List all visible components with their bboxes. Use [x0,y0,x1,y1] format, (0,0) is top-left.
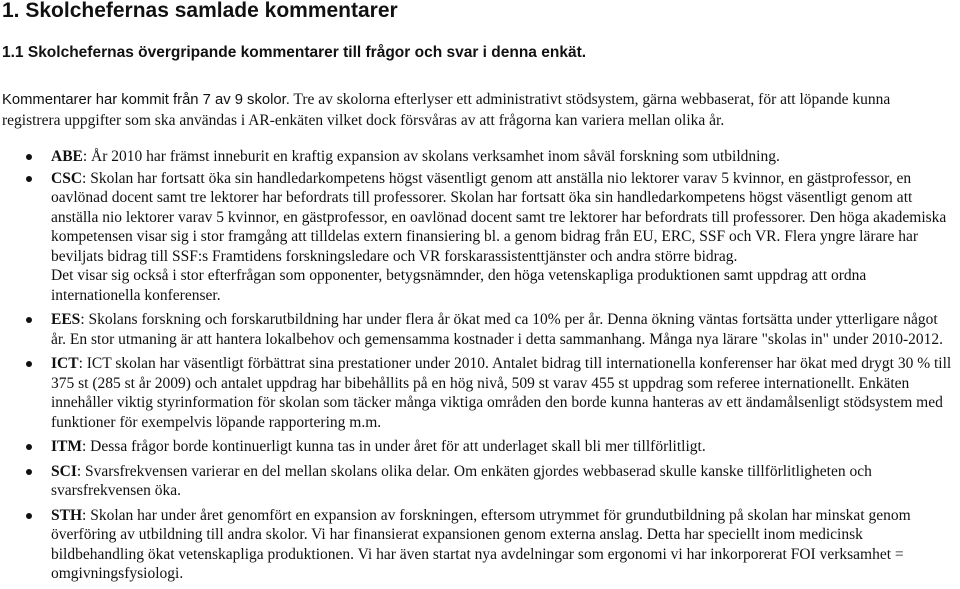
school-abbr: CSC [51,169,83,187]
intro-lead: Kommentarer har kommit från 7 av 9 skolor. [2,92,290,108]
school-comment: : ICT skolan har väsentligt förbättrat sina prestationer under 2010. Antalet bidrag till internationella konferenser har ökat med drygt 30 % till 375 st (285 st år 2009) och antalet uppdrag har bibehållits på en hög nivå, 509 st varav 455 st uppdrag som referee internationellt. Enkäten innehåller viktig styrinformation för skolan som täcker många viktiga områden den borde kunna hanteras av ett ändamålsenligt stödsystem med funktioner för exempelvis löpande rapportering m.m. [51,355,952,431]
school-comment: : Skolan har under året genomfört en expansion av forskningen, eftersom utrymmet för grundutbildning på skolan har minskat genom överföring av utbildning till andra skolor. Vi har finansierat expansionen genom externa anslag. Detta har speciellt inom medicinsk bildbehandling ökat vetenskapliga produktionen. Vi har även startat nya avdelningar som ergonomi vi har inkorporerat FOI verksamhet = omgivningsfysiologi. [51,506,911,582]
list-item-sth [0,506,960,584]
bullet-icon [26,317,32,323]
intro-text: Tre av skolorna efterlyser ett administrativt stödsystem, gärna webbaserat, för att löpande kunna registrera uppgifter som ska användas i AR-enkäten vilket dock försvåras av att frågorna kan variera mellan olika år. [2,91,891,129]
school-abbr: EES [51,311,81,328]
school-abbr: STH [51,506,83,524]
school-comment: : Skolans forskning och forskarutbildning har under flera år ökat med ca 10% per år. Denna ökning väntas fortsätta under ytterligare något år. En stor utmaning är att hantera lokalbehov och gemensamma kostnader i detta sammanhang. Många nya lärare "skolas in" under 2010-2012. [51,311,944,348]
list-item-abe [0,147,960,167]
school-comment: : Dessa frågor borde kontinuerligt kunna tas in under året för att underlaget skall bli mer tillförlitligt. [82,438,706,455]
school-comment-extra: Det visar sig också i stor efterfrågan som opponenter, betygsnämnder, den höga vetenskapliga produktionen samt uppdrag att ordna internationella konferenser. [51,267,867,304]
subsection-heading: 1.1 Skolchefernas övergripande kommentarer till frågor och svar i denna enkät. [2,44,587,61]
bullet-icon [26,361,32,367]
list-item-ees [0,310,960,349]
school-comment: : Skolan har fortsatt öka sin handledarkompetens högst väsentligt genom att anställa nio lektorer varav 5 kvinnor, en gästprofessor, en oavlönad docent samt tre lektorer har befordrats till professorer. Skolan har fortsatt öka sin handledarkompetens högst väsentligt genom att anställa nio lektorer varav 5 kvinnor, en gästprofessor, en oavlönad docent samt tre lektorer har befordrats till professorer. Den höga akademiska kompetensen visar sig i stor framgång att tilldelas extern finansiering bl. a genom bidrag från EU, ERC, SSF och VR. Flera yngre lärare har beviljats bidrag till SSF:s Framtidens forskningsledare och VR forskarassistenttjänster och andra större bidrag. [51,169,947,265]
intro-paragraph [2,90,952,130]
school-abbr: ABE [51,148,83,165]
school-comments-list [0,147,960,589]
list-item-itm [0,437,960,457]
bullet-icon [26,154,32,160]
bullet-icon [26,176,32,182]
section-heading: 1. Skolchefernas samlade kommentarer [2,0,398,22]
school-comment: : År 2010 har främst inneburit en kraftig expansion av skolans verksamhet inom såväl forskning som utbildning. [82,148,780,165]
school-abbr: ITM [51,438,82,455]
bullet-icon [26,444,32,450]
school-abbr: SCI [51,462,77,480]
list-item-csc [0,169,960,306]
school-abbr: ICT [51,355,79,372]
list-item-ict [0,354,960,432]
list-item-sci [0,462,960,501]
school-comment: : Svarsfrekvensen varierar en del mellan skolans olika delar. Om enkäten gjordes webbaserad skulle kanske tillförlitligheten och svarsfrekvensen öka. [51,462,872,499]
bullet-icon [26,469,32,475]
bullet-icon [26,513,32,519]
